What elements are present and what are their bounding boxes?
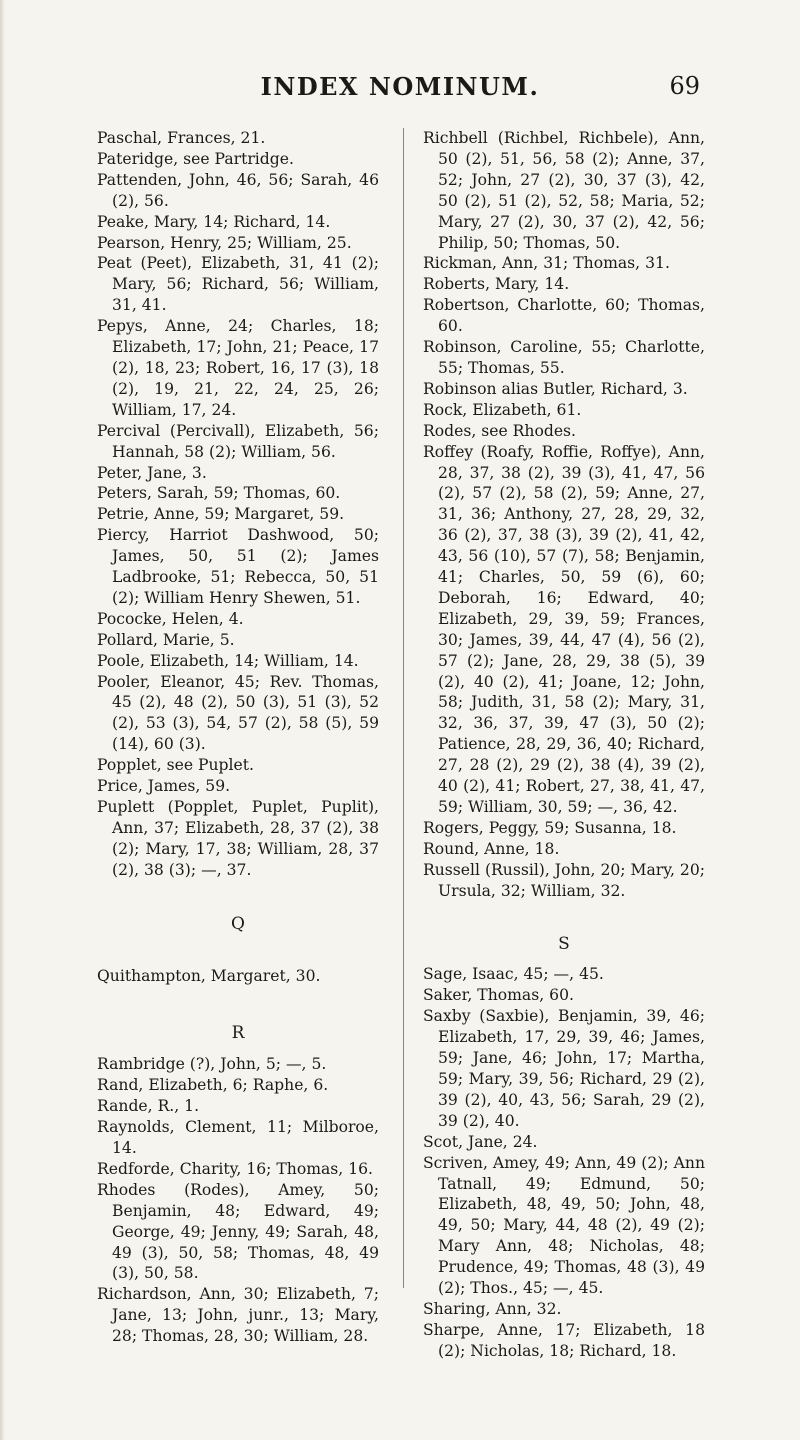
index-entry: Robertson, Charlotte, 60; Thomas, 60. [423,296,705,336]
entries-r [97,1054,379,1347]
index-entry: Sharpe, Anne, 17; Elizabeth, 18 (2); Nicholas, 18; Richard, 18. [423,1320,705,1360]
index-entry: Paschal, Frances, 21. [97,129,266,147]
index-entry: Redforde, Charity, 16; Thomas, 16. [97,1159,374,1178]
index-entry: Roffey (Roafy, Roffie, Roffye), Ann, 28, 37, 38 (2), 39 (3), 41, 47, 56 (2), 57 (2), 58 (2), 59; Anne, 27, 31, 36; Anthony, 27, 28, 29, 32, 36 (2), 37, 38 (3), 39 (2), 41, 42, 43, 56 (10), 57 (7), 58; Benjamin, 41; Charles, 50, 59 (6), 60; Deborah, 16; Edward, 40; Elizabeth, 29, 39, 59; Frances, 30; James, 39, 44, 47 (4), 56 (2), 57 (2); Jane, 28, 29, 38 (5), 39 (2), 40 (2), 41; Joane, 12; John, 58; Judith, 31, 58 (2); Mary, 31, 32, 36, 37, 39, 47 (3), 50 (2); Patience, 28, 29, 36, 40; Richard, 27, 28 (2), 29 (2), 38 (4), 39 (2), 40 (2), 41; Robert, 27, 38, 41, 47, 59; William, 30, 59; —, 36, 42. [423,442,705,816]
index-entry: Peat (Peet), Elizabeth, 31, 41 (2); Mary, 56; Richard, 56; William, 31, 41. [97,254,379,315]
index-entry: Pollard, Marie, 5. [97,630,235,649]
index-entry: Scriven, Amey, 49; Ann, 49 (2); Ann Tatnall, 49; Edmund, 50; Elizabeth, 48, 49, 50; John, 48, 49, 50; Mary, 44, 48 (2), 49 (2); Mary Ann, 48; Nicholas, 48; Prudence, 49; Thomas, 48 (3), 49 (2); Thos., 45; —, 45. [423,1153,705,1298]
index-entry: Scot, Jane, 24. [423,1132,538,1151]
index-entry: Petrie, Anne, 59; Margaret, 59. [97,505,345,524]
running-title: INDEX NOMINUM. [260,72,540,101]
page-number: 69 [669,72,700,100]
index-entry: Roberts, Mary, 14. [423,275,570,294]
section-letter-r: R [231,1023,245,1044]
index-entry: Sharing, Ann, 32. [423,1299,562,1318]
index-entry: Sage, Isaac, 45; —, 45. [423,965,604,984]
index-entry: Robinson alias Butler, Richard, 3. [423,379,688,398]
index-entry: Poole, Elizabeth, 14; William, 14. [97,651,359,670]
index-entry: Pooler, Eleanor, 45; Rev. Thomas, 45 (2), 48 (2), 50 (3), 51 (3), 52 (2), 53 (3), 54, 57 (2), 58 (5), 59 (14), 60 (3). [97,672,379,754]
index-columns [97,128,715,1368]
index-entry: Price, James, 59. [97,777,231,796]
index-entry: Rickman, Ann, 31; Thomas, 31. [423,254,670,273]
index-entry: Popplet, see Puplet. [97,756,254,775]
index-entry: Rogers, Peggy, 59; Susanna, 18. [423,818,677,837]
index-entry: Puplett (Popplet, Puplet, Puplit), Ann, 37; Elizabeth, 28, 37 (2), 38 (2); Mary, 17, 38; William, 28, 37 (2), 38 (3); —, 37. [97,798,379,879]
index-entry: Pococke, Helen, 4. [97,609,244,628]
index-entry: Rodes, see Rhodes. [423,421,577,440]
page-edge-shadow [0,0,5,1440]
index-entry: Pattenden, John, 46, 56; Sarah, 46 (2), 56. [97,170,379,210]
section-letter-q: Q [231,913,245,934]
index-entry: Robinson, Caroline, 55; Charlotte, 55; Thomas, 55. [423,338,705,377]
index-entry: Rambridge (?), John, 5; —, 5. [97,1055,327,1074]
index-entry: Russell (Russil), John, 20; Mary, 20; Ursula, 32; William, 32. [423,860,705,900]
index-entry: Saker, Thomas, 60. [423,986,574,1005]
index-entry: Peters, Sarah, 59; Thomas, 60. [97,484,341,503]
index-entry: Rand, Elizabeth, 6; Raphe, 6. [97,1076,329,1095]
index-entry: Percival (Percivall), Elizabeth, 56; Hannah, 58 (2); William, 56. [97,421,379,461]
index-entry: Richardson, Ann, 30; Elizabeth, 7; Jane, 13; John, junr., 13; Mary, 28; Thomas, 28, 30; William, 28. [97,1285,379,1346]
section-letter-s: S [558,933,570,954]
index-entry: Pepys, Anne, 24; Charles, 18; Elizabeth, 17; John, 21; Peace, 17 (2), 18, 23; Robert, 16, 17 (3), 18 (2), 19, 21, 22, 24, 25, 26; William, 17, 24. [97,317,379,419]
index-entry: Quithampton, Margaret, 30. [97,966,321,985]
left-column [97,128,379,1347]
column-divider [403,128,404,1288]
entries-q [97,966,379,987]
entries-p [97,128,379,881]
index-entry: Peake, Mary, 14; Richard, 14. [97,212,331,231]
index-entry: Richbell (Richbel, Richbele), Ann, 50 (2), 51, 56, 58 (2); Anne, 37, 52; John, 27 (2), 30, 37 (3), 42, 50 (2), 51 (2), 52, 58; Maria, 52; Mary, 27 (2), 30, 37 (2), 42, 56; Philip, 50; Thomas, 50. [423,129,705,252]
index-entry: Rhodes (Rodes), Amey, 50; Benjamin, 48; Edward, 49; George, 49; Jenny, 49; Sarah, 48, 49 (3), 50, 58; Thomas, 48, 49 (3), 50, 58. [97,1180,379,1283]
page-header [0,72,800,112]
right-column [423,128,705,1362]
entries-s [423,964,705,1361]
index-entry: Piercy, Harriot Dashwood, 50; James, 50, 51 (2); James Ladbrooke, 51; Rebecca, 50, 51 (2); William Henry Shewen, 51. [97,526,379,607]
index-entry: Pearson, Henry, 25; William, 25. [97,233,352,252]
index-entry: Peter, Jane, 3. [97,463,207,482]
entries-r-continued [423,128,705,902]
index-entry: Round, Anne, 18. [423,839,560,858]
index-entry: Saxby (Saxbie), Benjamin, 39, 46; Elizabeth, 17, 29, 39, 46; James, 59; Jane, 46; John, 17; Martha, 59; Mary, 39, 56; Richard, 29 (2), 39 (2), 40, 43, 56; Sarah, 29 (2), 39 (2), 40. [423,1007,705,1130]
index-entry: Raynolds, Clement, 11; Milboroe, 14. [97,1118,379,1157]
index-entry: Rock, Elizabeth, 61. [423,400,582,419]
index-entry: Pateridge, see Partridge. [97,149,294,168]
index-entry: Rande, R., 1. [97,1097,200,1116]
